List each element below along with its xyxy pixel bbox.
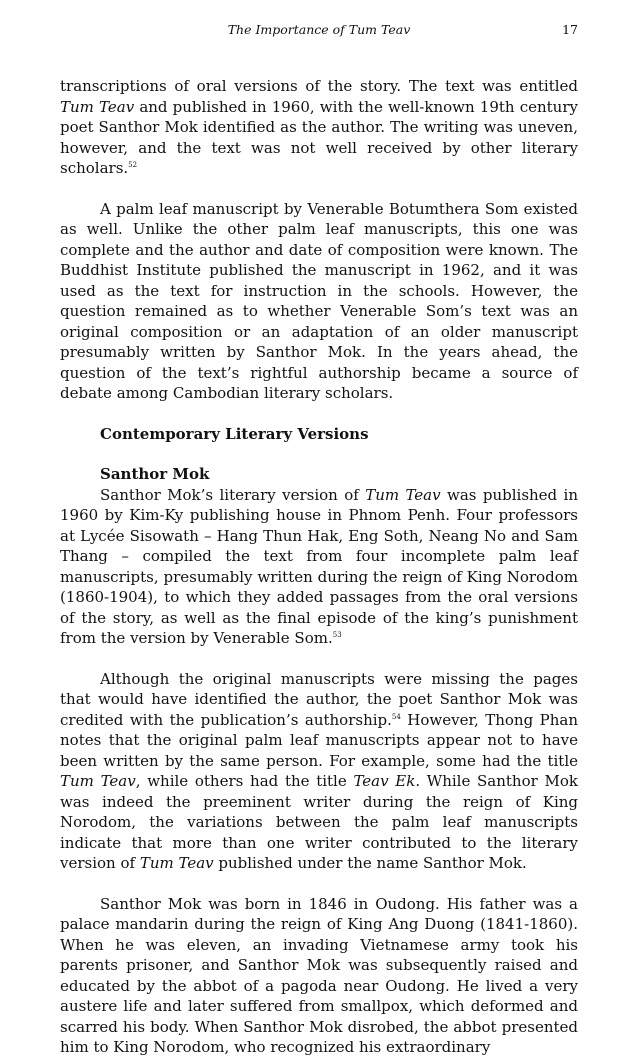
paragraph-text: , while others had the title — [135, 772, 354, 790]
page-number: 17 — [562, 22, 578, 37]
paragraph-text: and published in 1960, with the well-known 19th century poet Santhor Mok identified as the author. The writing was uneven, however, and the text was not well received by other literary scholars. — [60, 97, 578, 177]
italic-title: Tum Teav — [365, 485, 441, 504]
italic-title: Teav Ek — [353, 772, 416, 790]
paragraph-text: Although the original manuscripts were missing the pages that would have identified the author, the poet Santhor Mok was credited with the publication’s authorship. — [60, 669, 578, 729]
section-heading: Contemporary Literary Versions — [100, 424, 369, 443]
italic-title: Tum Teav — [60, 97, 135, 116]
running-header — [60, 22, 578, 40]
italic-title: Tum Teav — [139, 854, 214, 872]
paragraph-text: Santhor Mok’s literary version of — [100, 485, 366, 504]
running-title: The Importance of Tum Teav — [227, 22, 411, 37]
paragraph-text: . While Santhor Mok was indeed the preeminent writer during the reign of King Norodom, the variations between the palm leaf manuscripts indicate that more than one writer contributed to the literary version of — [60, 772, 578, 872]
footnote-ref: 53 — [332, 631, 342, 639]
subheading: Santhor Mok — [100, 465, 210, 483]
paragraph-5: Santhor Mok was born in 1846 in Oudong. His father was a palace mandarin during the reign of King Ang Duong (1841-1860). When he was eleven, an invading Vietnamese army took his parents prisoner, and Santhor Mok was subsequently raised and educated by the abbot of a pagoda near Oudong. He lived a very austere life and later suffered from smallpox, which deformed and scarred his body. When Santhor Mok disrobed, the abbot presented him to King Norodom, who recognized his extraordinary — [60, 894, 578, 1056]
footnote-ref: 54 — [391, 712, 401, 721]
page-body — [60, 76, 578, 1058]
paragraph-text: published under the name Santhor Mok. — [213, 854, 527, 872]
paragraph-4 — [60, 669, 578, 874]
paragraph-1 — [60, 76, 578, 179]
paragraph-text: transcriptions of oral versions of the story. The text was entitled — [60, 77, 578, 95]
paragraph-text: was published in 1960 by Kim-Ky publishing house in Phnom Penh. Four professors at Lycée Sisowath – Hang Thun Hak, Eng Soth, Neang No and Sam Thang – compiled the text from four incomplete palm leaf manuscripts, presumably written during the reign of King Norodom (1860-1904), to which they added passages from the oral versions of the story, as well as the final episode of the king’s punishment from the version by Venerable Som. — [60, 485, 578, 647]
italic-title: Tum Teav — [60, 772, 136, 790]
footnote-ref: 52 — [128, 161, 138, 169]
paragraph-2: A palm leaf manuscript by Venerable Botumthera Som existed as well. Unlike the other palm leaf manuscripts, this one was complete and the author and date of composition were known. The Buddhist Institute published the manuscript in 1962, and it was used as the text for instruction in the schools. However, the question remained as to whether Venerable Som’s text was an original composition or an adaptation of an older manuscript presumably written by Santhor Mok. In the years ahead, the question of the text’s rightful authorship became a source of debate among Cambodian literary scholars. — [60, 199, 578, 402]
paragraph-3 — [60, 485, 578, 649]
paragraph-text: However, Thong Phan notes that the original palm leaf manuscripts appear not to have been written by the same person. For example, some had the title — [60, 710, 579, 770]
